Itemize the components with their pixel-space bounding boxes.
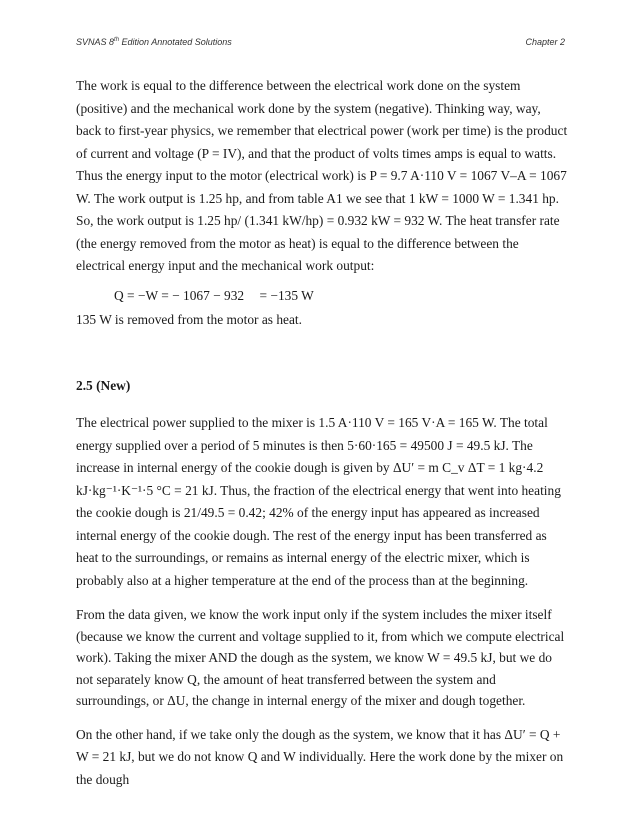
paragraph-mixer-energy: The electrical power supplied to the mixer is 1.5 A·110 V = 165 V·A = 165 W. The total energy supplied over a period of 5 minutes is then 5·60·165 = 49500 J = 49.5 kJ. The increase in internal energy of the cookie dough is given by ΔU′ = m C_v ΔT = 1 kg·4.2 kJ·kg⁻¹·K⁻¹·5 °C = 21 kJ. Thus, the fraction of the electrical energy that went into heating the cookie dough is 21/49.5 = 0.42; 42% of the energy input has appeared as increased internal energy of the cookie dough. The rest of the energy input has been transferred as heat to the surroundings, or remains as internal energy of the electric mixer, which is probably also at a higher temperature at the end of the process than at the beginning.: [76, 415, 561, 588]
section-heading: 2.5 (New): [76, 378, 131, 393]
paragraph-motor-work: The work is equal to the difference between the electrical work done on the system (positive) and the mechanical work done by the system (negative). Thinking way, way, back to first-year physics, we remember that electrical power (work per time) is the product of current and voltage (P = IV), and that the product of volts times amps is equal to watts. Thus the energy input to the motor (electrical work) is P = 9.7 A·110 V = 1067 V–A = 1067 W. The work output is 1.25 hp, and from table A1 we see that 1 kW = 1000 W = 1.341 hp. So, the work output is 1.25 hp/ (1.341 kW/hp) = 0.932 kW = 932 W. The heat transfer rate (the energy removed from the motor as heat) is equal to the difference between the electrical energy input and the mechanical work output:: [76, 78, 568, 273]
header-left: SVNAS 8th Edition Annotated Solutions: [76, 37, 232, 47]
equation-lhs: Q = −W = − 1067 − 932: [114, 287, 245, 303]
paragraph-dough-system: On the other hand, if we take only the dough as the system, we know that it has ΔU′ = Q + W = 21 kJ, but we do not know Q and W individually. Here the work done by the mixer on the dough: [76, 726, 564, 787]
header-chapter: Chapter 2: [525, 37, 565, 47]
equation-rhs: = −135 W: [259, 287, 314, 303]
heat-equation: [114, 285, 568, 307]
paragraph-system-choice: From the data given, we know the work input only if the system includes the mixer itself (because we know the current and voltage supplied to it, from which we compute electrical work). Taking the mixer AND the dough as the system, we know W = 49.5 kJ, but we do not separately know Q, the amount of heat transferred between the system and surroundings, or ΔU, the change in internal energy of the mixer and dough together.: [76, 607, 565, 708]
paragraph-heat-removed: 135 W is removed from the motor as heat.: [76, 311, 302, 327]
page-header: [76, 37, 565, 47]
page-body: [76, 75, 568, 791]
